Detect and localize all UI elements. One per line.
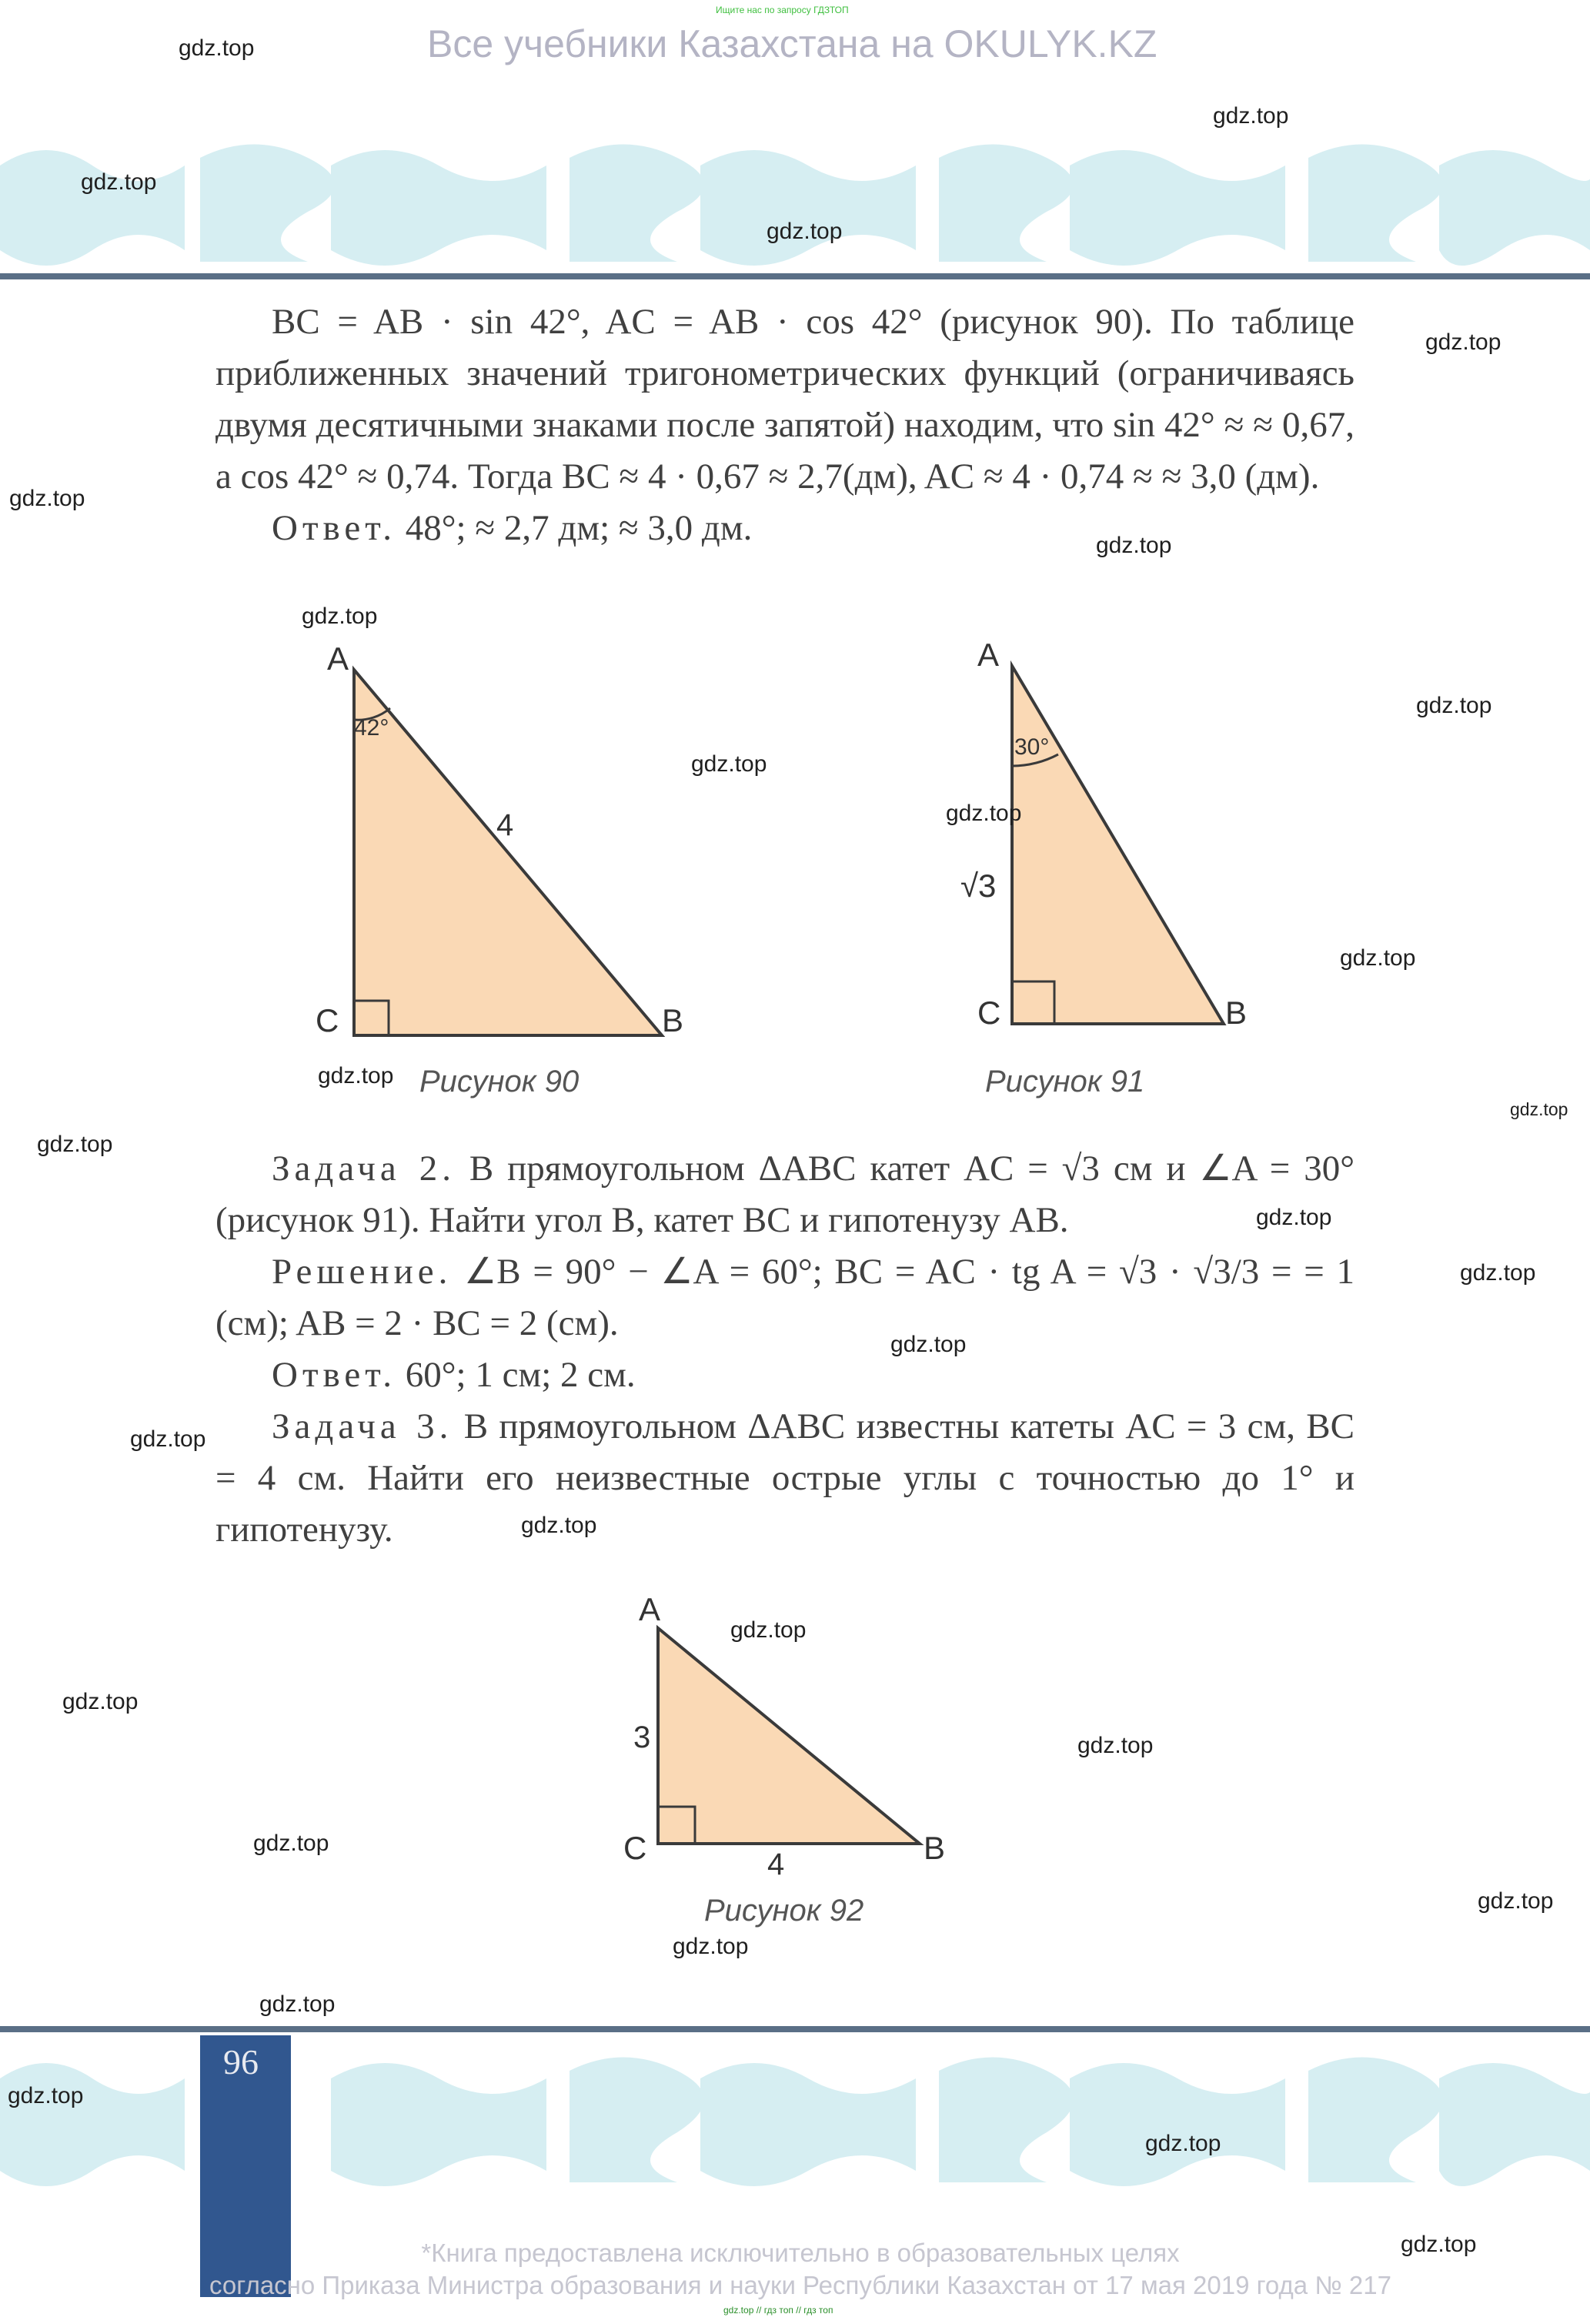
- vertex-c-label: C: [977, 995, 1001, 1031]
- watermark: gdz.top: [302, 604, 378, 629]
- watermark: gdz.top: [946, 801, 1022, 826]
- vertex-c-label: C: [316, 1002, 339, 1038]
- vertex-a-label: A: [639, 1591, 661, 1627]
- side-label: 4: [496, 808, 514, 842]
- page-number-tab: [200, 2035, 291, 2297]
- vertex-c-label: C: [623, 1830, 647, 1866]
- answer-2: Ответ. 60°; 1 см; 2 см.: [272, 1355, 636, 1395]
- caption-91: Рисунок 91: [985, 1065, 1145, 1098]
- task-2: Задача 2. В прямоугольном ΔABC катет AC = √3 см и ∠A = 30° (рисунок 91). Найти угол B, катет BC и гипотенузу AB.: [215, 1149, 1355, 1240]
- watermark: gdz.top: [1478, 1888, 1554, 1914]
- watermark: gdz.top: [81, 169, 157, 195]
- watermark: gdz.top: [8, 2083, 84, 2108]
- figure-90: [308, 631, 708, 1108]
- vertex-b-label: B: [662, 1002, 684, 1038]
- watermark: gdz.top: [1425, 329, 1501, 355]
- triangle-92: [658, 1628, 920, 1844]
- search-hint: Ищите нас по запросу ГДЗТОП: [716, 5, 849, 15]
- watermark: gdz.top: [179, 35, 255, 61]
- watermark: gdz.top: [730, 1617, 807, 1643]
- vertex-b-label: B: [1225, 995, 1248, 1031]
- vertex-b-label: B: [924, 1830, 946, 1866]
- watermark: gdz.top: [1096, 533, 1172, 558]
- top-rule: [0, 273, 1590, 279]
- watermark: gdz.top: [1213, 103, 1289, 129]
- footer-line-2: согласно Приказа Министра образования и науки Республики Казахстан от 17 мая 2019 года № 217: [209, 2271, 1391, 2299]
- top-ornament: [0, 135, 1590, 266]
- watermark: gdz.top: [1401, 2232, 1477, 2257]
- paragraph-solution-cont: BC = AB · sin 42°, AC = AB · cos 42° (рисунок 90). По таблице приближенных значений тригонометрических функций (ограничиваясь двумя десятичными знаками после запятой) находим, что sin 42° ≈ ≈ 0,67, а cos 42° ≈ 0,74. Тогда BC ≈ 4 · 0,67 ≈ 2,7(дм), AC ≈ 4 · 0,74 ≈ ≈ 3,0 (дм).: [215, 302, 1355, 497]
- watermark: gdz.top: [1256, 1205, 1332, 1230]
- watermark: gdz.top: [1145, 2131, 1221, 2156]
- text-block-2: [215, 1143, 1355, 1556]
- bottom-rule: [0, 2026, 1590, 2032]
- watermark: gdz.top: [318, 1063, 394, 1088]
- watermark: gdz.top: [1340, 945, 1416, 971]
- side-label: √3: [960, 868, 997, 904]
- watermark: gdz.top: [767, 219, 843, 244]
- watermark: gdz.top: [673, 1934, 749, 1959]
- vertex-a-label: A: [327, 640, 349, 677]
- solution-2: Решение. ∠B = 90° − ∠A = 60°; BC = AC · tg A = √3 · √3/3 = = 1 (см); AB = 2 · BC = 2 (см).: [215, 1252, 1355, 1343]
- task-3: Задача 3. В прямоугольном ΔABC известны катеты AC = 3 см, BC = 4 см. Найти его неизвестные острые углы с точностью до 1° и гипотенузу.: [215, 1406, 1355, 1550]
- text-block-1: [215, 296, 1355, 554]
- angle-label: 30°: [1014, 734, 1050, 760]
- watermark: gdz.top: [130, 1426, 206, 1452]
- caption-90: Рисунок 90: [419, 1065, 580, 1098]
- side-cb-label: 4: [767, 1847, 785, 1881]
- footer-line-1: *Книга предоставлена исключительно в образовательных целях: [421, 2239, 1180, 2267]
- watermark: gdz.top: [259, 1991, 336, 2017]
- watermark: gdz.top: [1077, 1733, 1154, 1758]
- page-number: 96: [223, 2042, 259, 2082]
- caption-92: Рисунок 92: [704, 1894, 864, 1928]
- footer-tiny: gdz.top // гдз топ // гдз топ: [723, 2305, 833, 2316]
- site-banner[interactable]: Все учебники Казахстана на OKULYK.KZ: [427, 22, 1157, 65]
- watermark: gdz.top: [521, 1513, 597, 1538]
- side-ac-label: 3: [633, 1720, 651, 1754]
- figure-91: [954, 631, 1278, 1108]
- watermark: gdz.top: [9, 486, 85, 511]
- watermark: gdz.top: [1460, 1260, 1536, 1286]
- triangle-90: [354, 670, 662, 1035]
- watermark: gdz.top: [890, 1332, 967, 1357]
- watermark: gdz.top: [37, 1132, 113, 1157]
- angle-label: 42°: [354, 715, 389, 741]
- watermark: gdz.top: [253, 1831, 329, 1856]
- answer-1: Ответ. 48°; ≈ 2,7 дм; ≈ 3,0 дм.: [272, 508, 753, 548]
- triangle-91: [1012, 666, 1224, 1024]
- watermark: gdz.top: [1416, 693, 1492, 718]
- vertex-a-label: A: [977, 637, 1000, 673]
- watermark: gdz.top: [62, 1689, 139, 1714]
- watermark: gdz.top: [691, 751, 767, 777]
- watermark: gdz.top: [1510, 1099, 1568, 1119]
